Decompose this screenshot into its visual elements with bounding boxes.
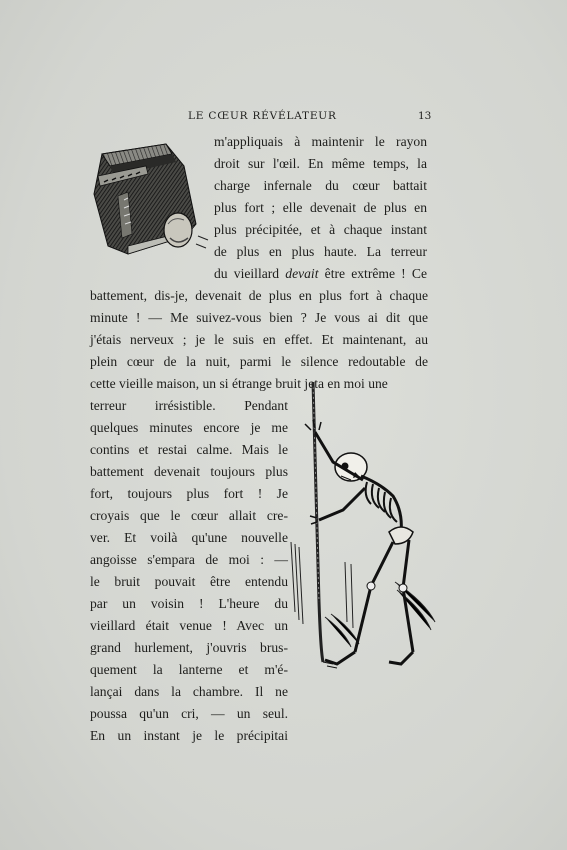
text-line: angoisse s'empara de moi : — xyxy=(90,552,288,567)
text-line: ver. Et voilà qu'une nouvelle xyxy=(90,530,288,545)
bell-illustration xyxy=(88,136,210,266)
running-title: LE CŒUR RÉVÉLATEUR xyxy=(188,110,337,122)
text-line: battement, dis-je, devenait de plus en plus fort à chaque xyxy=(90,288,428,303)
text-line: terreur irrésistible. Pendant xyxy=(90,398,288,413)
text-line: croyais que le cœur allait cre- xyxy=(90,508,288,523)
text-line: plus précipitée, et à chaque instant xyxy=(214,222,427,237)
text-line: le bruit pouvait être entendu xyxy=(90,574,288,589)
text-line: grand hurlement, j'ouvris brus- xyxy=(90,640,288,655)
text-line: fort, toujours plus fort ! Je xyxy=(90,486,288,501)
text-line: quement la lanterne et m'é- xyxy=(90,662,288,677)
text-line: m'appliquais à maintenir le rayon xyxy=(214,134,427,149)
text-line: de plus en plus haute. La terreur xyxy=(214,244,427,259)
page-header xyxy=(0,110,567,126)
text-line: plein cœur de la nuit, parmi le silence redoutable de xyxy=(90,354,428,369)
skeleton-illustration xyxy=(285,372,445,702)
page-number: 13 xyxy=(418,110,432,122)
text-line: poussa qu'un cri, — un seul. xyxy=(90,706,288,721)
text-line: du vieillard devait être extrême ! Ce xyxy=(214,266,427,281)
text-line: En un instant je le précipitai xyxy=(90,728,288,743)
text-line: j'étais nerveux ; je le suis en effet. Et maintenant, au xyxy=(90,332,428,347)
text-line: battement devenait toujours plus xyxy=(90,464,288,479)
text-line: contins et restai calme. Mais le xyxy=(90,442,288,457)
text-line: charge infernale du cœur battait xyxy=(214,178,427,193)
text-line: quelques minutes encore je me xyxy=(90,420,288,435)
text-line: par un voisin ! L'heure du xyxy=(90,596,288,611)
text-line: minute ! — Me suivez-vous bien ? Je vous ai dit que xyxy=(90,310,428,325)
text-line: lançai dans la chambre. Il ne xyxy=(90,684,288,699)
text-line: vieillard était venue ! Avec un xyxy=(90,618,288,633)
text-line: droit sur l'œil. En même temps, la xyxy=(214,156,427,171)
text-line: cette vieille maison, un si étrange bruit jeta en moi une xyxy=(90,376,388,391)
text-line: plus fort ; elle devenait de plus en xyxy=(214,200,427,215)
